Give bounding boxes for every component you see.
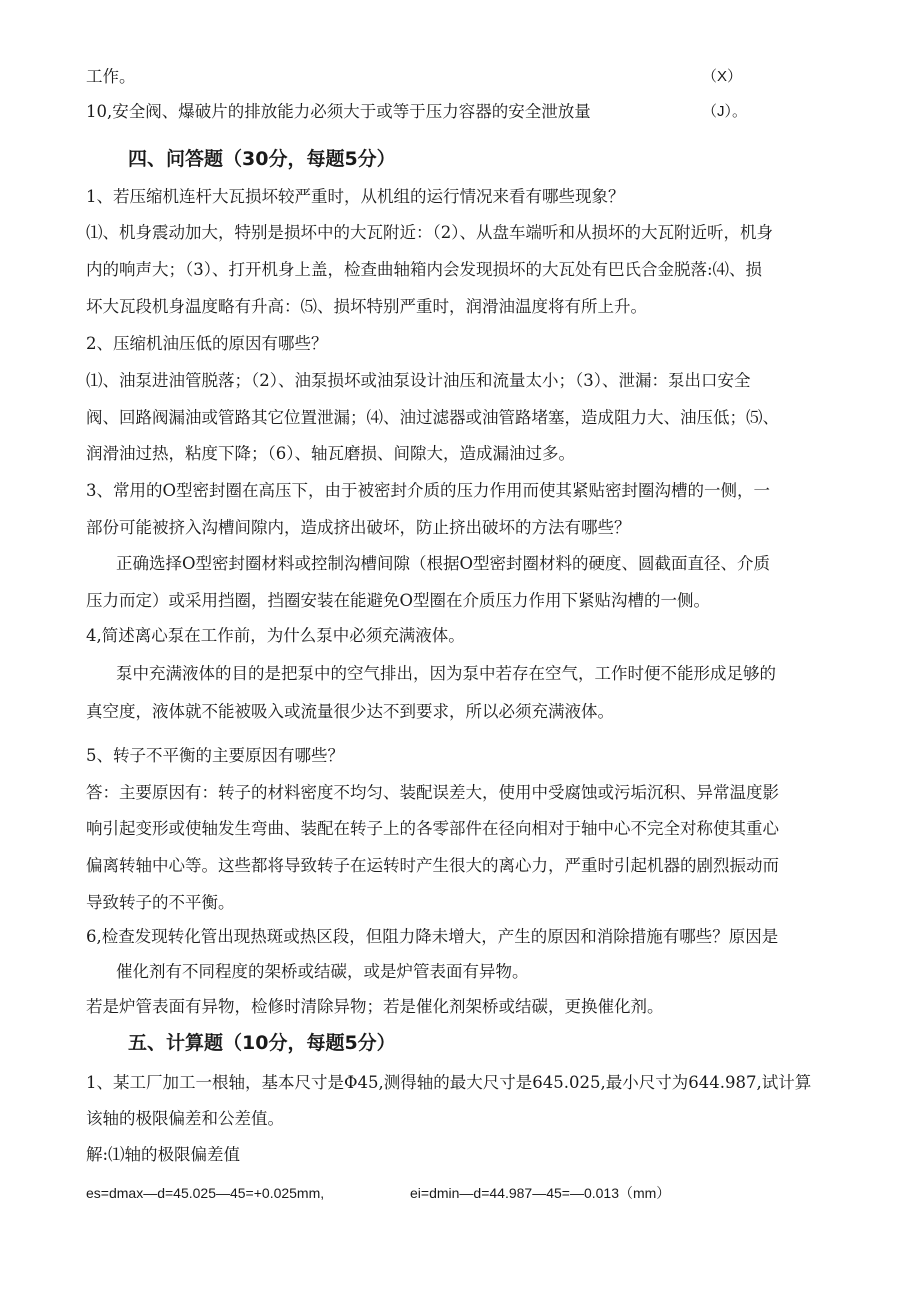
answer-line: 润滑油过热，粘度下降；（6）、轴瓦磨损、间隙大，造成漏油过多。 <box>86 444 575 463</box>
answer-line: 正确选择O型密封圈材料或控制沟槽间隙（根据O型密封圈材料的硬度、圆截面直径、介质 <box>116 554 771 573</box>
answer-line: 催化剂有不同程度的架桥或结碳，或是炉管表面有异物。 <box>116 962 529 981</box>
judgement-item-10: 10,安全阀、爆破片的排放能力必须大于或等于压力容器的安全泄放量 <box>86 102 591 121</box>
formula-es: es=dmax—d=45.025—45=+0.025mm, <box>86 1185 325 1201</box>
answer-line: 偏离转轴中心等。这些都将导致转子在运转时产生很大的离心力，严重时引起机器的剧烈振动而 <box>86 856 779 875</box>
judgement-line-continuation: 工作。 <box>86 67 136 86</box>
answer-line: 响引起变形或使轴发生弯曲、装配在转子上的各零部件在径向相对于轴中心不完全对称使其重心 <box>86 819 779 838</box>
question-5: 5、转子不平衡的主要原因有哪些？ <box>86 746 344 765</box>
answer-line: 真空度，液体就不能被吸入或流量很少达不到要求，所以必须充满液体。 <box>86 702 614 721</box>
answer-line: 阀、回路阀漏油或管路其它位置泄漏；⑷、油过滤器或油管路堵塞，造成阻力大、油压低；⑸、 <box>86 408 779 427</box>
question-6: 6,检查发现转化管出现热斑或热区段，但阻力降未增大，产生的原因和消除措施有哪些？原因是 <box>86 927 779 946</box>
calc-question-1: 1、某工厂加工一根轴，基本尺寸是Φ45,测得轴的最大尺寸是645.025,最小尺寸为644.987,试计算 <box>86 1073 812 1092</box>
answer-line: ⑴、油泵进油管脱落；（2）、油泵损坏或油泵设计油压和流量太小；（3）、泄漏：泵出口安全 <box>86 371 751 390</box>
answer-line: 导致转子的不平衡。 <box>86 893 235 912</box>
question-2: 2、压缩机油压低的原因有哪些？ <box>86 334 328 353</box>
calc-solution-label: 解:⑴轴的极限偏差值 <box>86 1145 241 1164</box>
answer-line: ⑴、机身震动加大，特别是损坏中的大瓦附近：（2）、从盘车端听和从损坏的大瓦附近听，机身 <box>86 223 773 242</box>
question-line: 部份可能被挤入沟槽间隙内，造成挤出破坏，防止挤出破坏的方法有哪些？ <box>86 518 631 537</box>
answer-line: 泵中充满液体的目的是把泵中的空气排出，因为泵中若存在空气，工作时便不能形成足够的 <box>116 664 776 683</box>
section-heading-calc: 五、计算题（10分，每题5分） <box>128 1032 396 1054</box>
answer-line: 压力而定）或采用挡圈，挡圈安装在能避免O型圈在介质压力作用下紧贴沟槽的一侧。 <box>86 591 711 610</box>
calc-question-line: 该轴的极限偏差和公差值。 <box>86 1109 284 1128</box>
answer-line: 若是炉管表面有异物，检修时清除异物；若是催化剂架桥或结碳，更换催化剂。 <box>86 997 664 1016</box>
answer-line: 内的响声大；（3）、打开机身上盖，检查曲轴箱内会发现损坏的大瓦处有巴氏合金脱落:⑷、损 <box>86 260 763 279</box>
judgement-mark-j: （J）。 <box>702 103 748 120</box>
judgement-mark-x: （X） <box>702 68 743 85</box>
question-3: 3、常用的O型密封圈在高压下，由于被密封介质的压力作用而使其紧贴密封圈沟槽的一侧，一 <box>86 481 771 500</box>
question-4: 4,简述离心泵在工作前，为什么泵中必须充满液体。 <box>86 626 465 645</box>
formula-ei: ei=dmin—d=44.987—45=—0.013（mm） <box>410 1185 671 1201</box>
section-heading-qa: 四、问答题（30分，每题5分） <box>128 148 396 170</box>
answer-line: 答：主要原因有：转子的材料密度不均匀、装配误差大，使用中受腐蚀或污垢沉积、异常温度影 <box>86 783 779 802</box>
answer-line: 坏大瓦段机身温度略有升高：⑸、损坏特别严重时，润滑油温度将有所上升。 <box>86 297 647 316</box>
question-1: 1、若压缩机连杆大瓦损坏较严重时，从机组的运行情况来看有哪些现象？ <box>86 187 625 206</box>
